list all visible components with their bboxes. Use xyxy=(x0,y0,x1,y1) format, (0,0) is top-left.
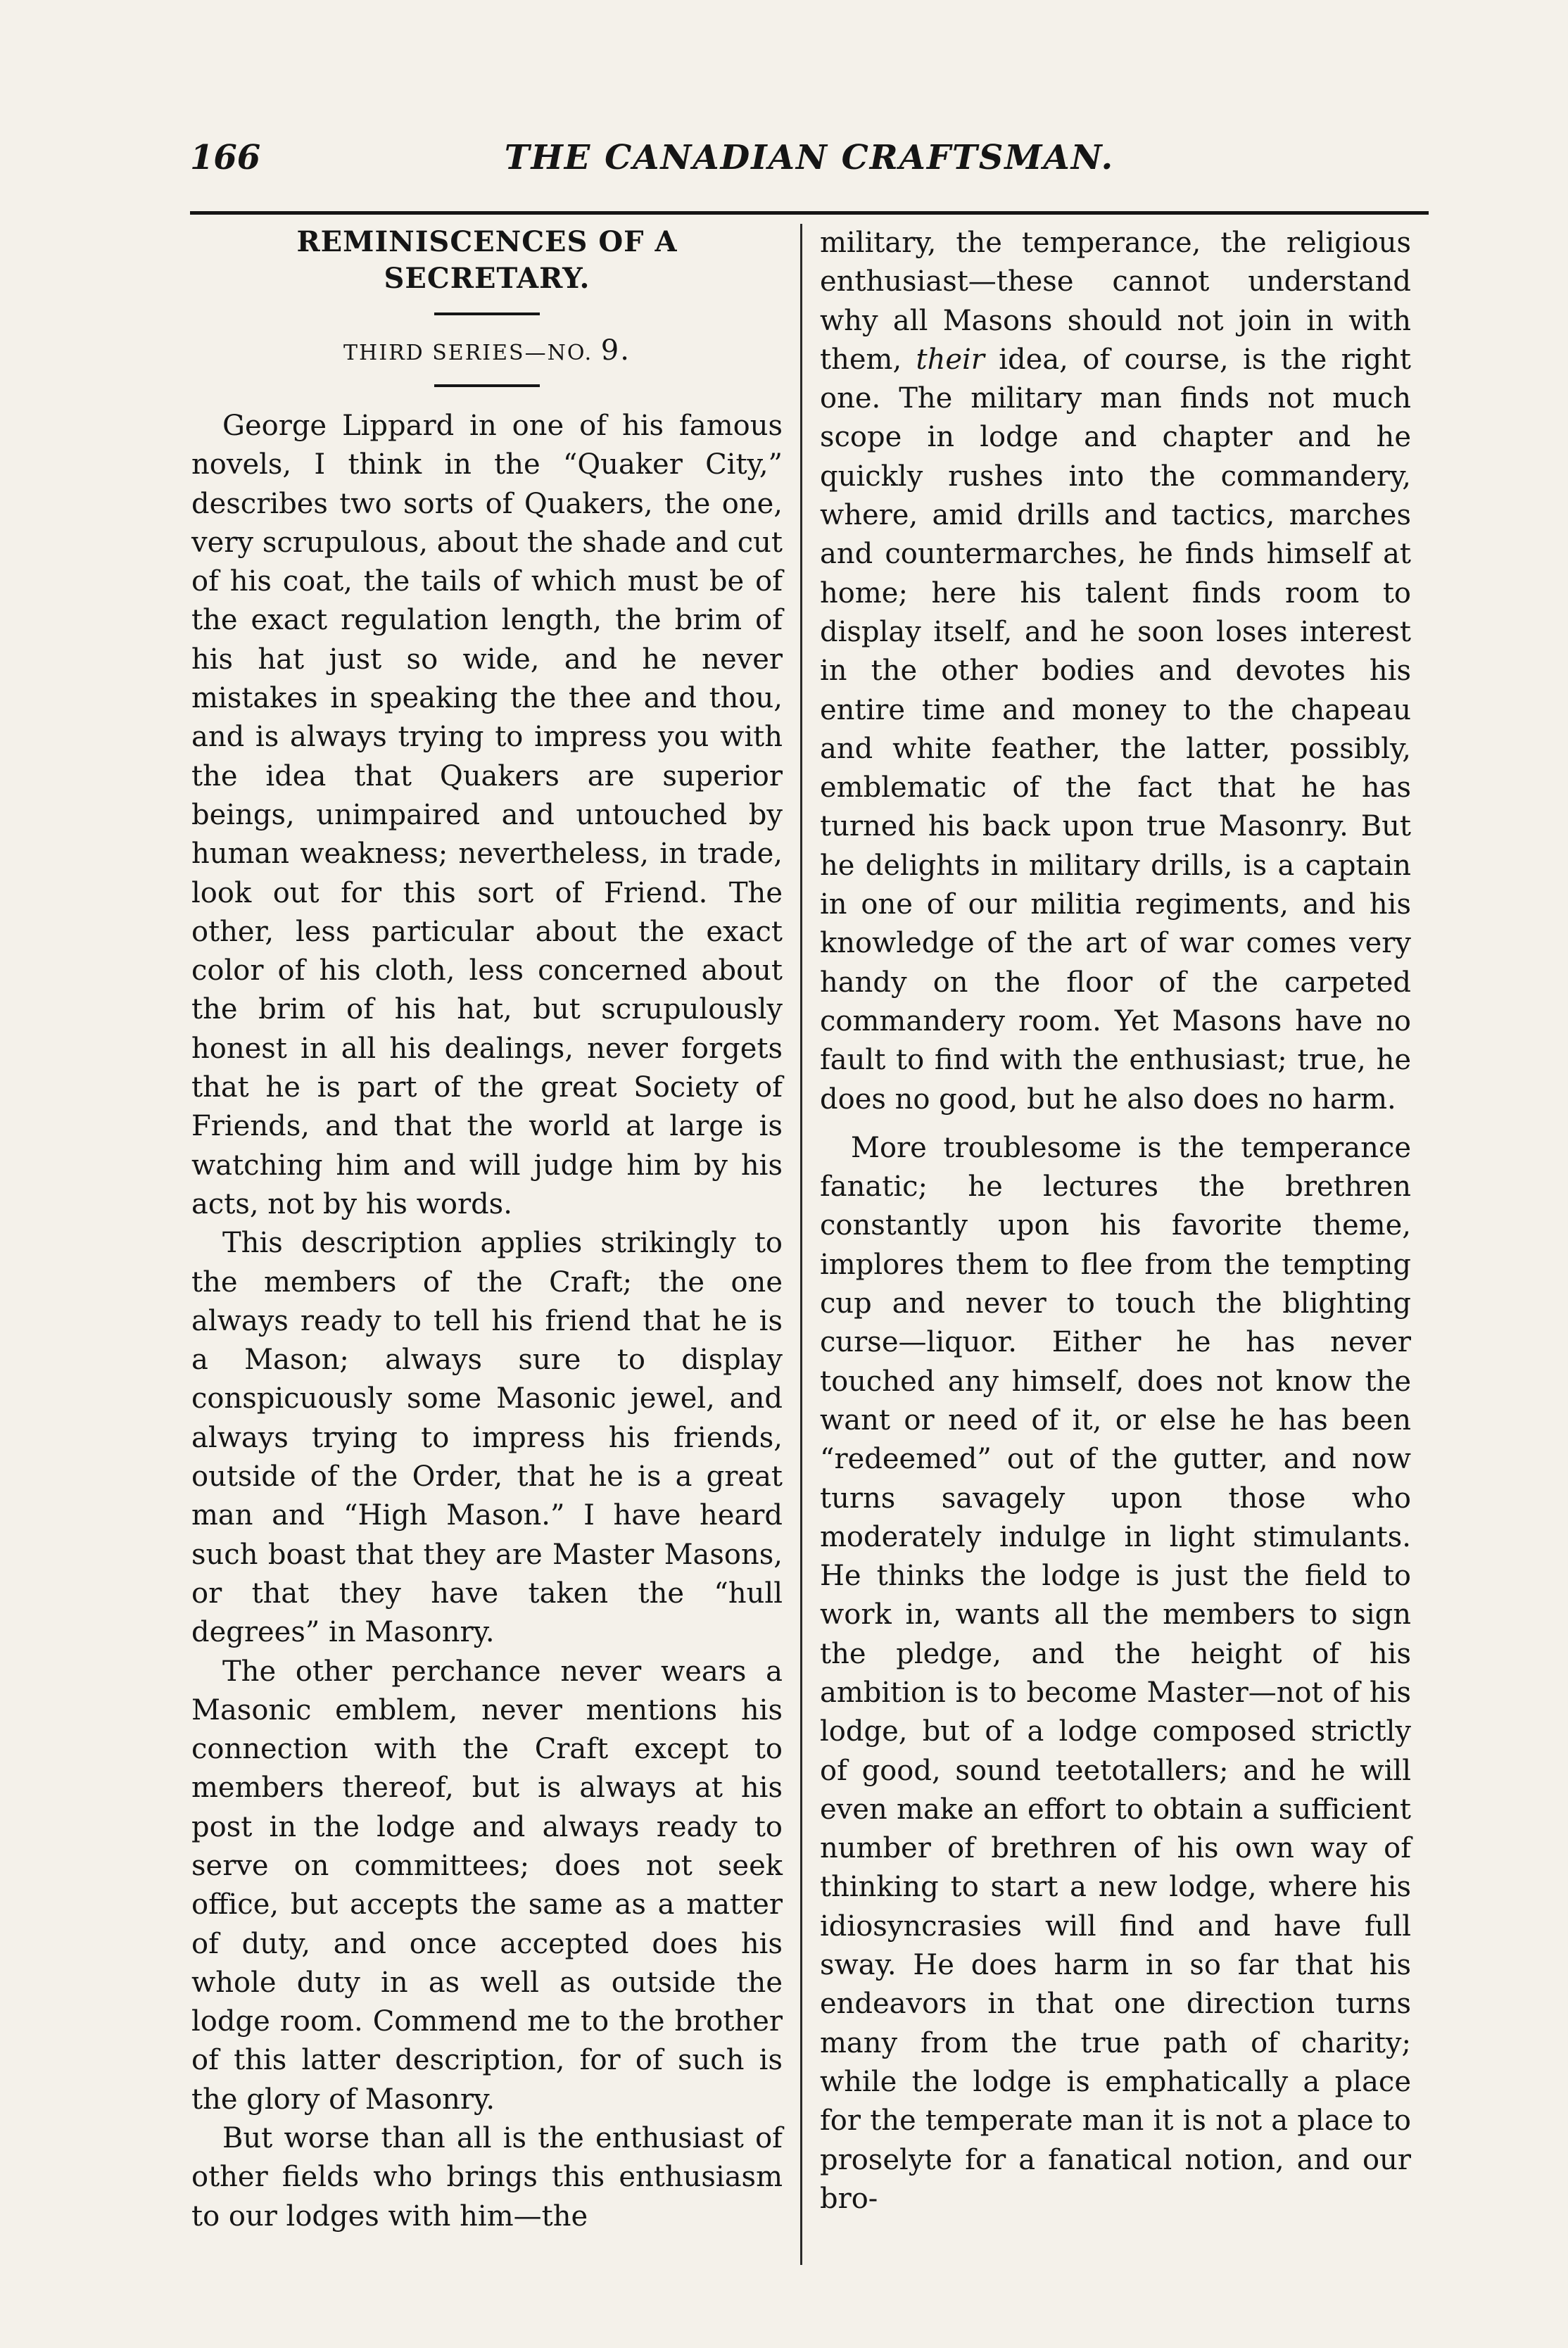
paragraph-2: This description applies strikingly to the members of the Craft; the one always ready to tell his friend that he is a Mason; always sure to display conspicuously some Masonic jewel, and always trying to impress his friends, outside of the Order, that he is a great man and “High Mason.” I have heard such boast that they are Master Masons, or that they have taken the “hull degrees” in Masonry. xyxy=(191,1227,783,1649)
header-rule xyxy=(190,211,1429,215)
series-label xyxy=(191,335,783,369)
right-column xyxy=(820,224,1411,2218)
paragraph-6: More troublesome is the temperance fanatic; he lectures the brethren constantly upon his favorite theme, implores them to flee from the tempting cup and never to touch the blighting curse—liquor. Either he has never touched any himself, does not know the want or need of it, or else he has been “redeemed” out of the gutter, and now turns savagely upon those who moderately indulge in light stimulants. He thinks the lodge is just the field to work in, wants all the members to sign the pledge, and the height of his ambition is to become Master—not of his lodge, but of a lodge composed strictly of good, sound teetotallers; and he will even make an effort to obtain a sufficient number of brethren of his own way of thinking to start a new lodge, where his idiosyncrasies will find and have full sway. He does harm in so far that his endeavors in that one direction turns many from the true path of charity; while the lodge is emphatically a place for the temperate man it is not a place to proselyte for a fanatical notion, and our bro- xyxy=(820,1131,1411,2215)
left-column xyxy=(191,224,783,2236)
paragraph-4: But worse than all is the enthusiast of other fields who brings this enthusiasm to our lodges with him—the xyxy=(191,2122,783,2233)
paragraph-gap xyxy=(820,1119,1411,1129)
paragraph-5-part-a: military, the temperance, the religious enthusiast—these cannot understand why all Masons should not join in with them, xyxy=(820,227,1411,376)
page-number: 166 xyxy=(190,138,261,177)
paragraph-1: George Lippard in one of his famous novels, I think in the “Quaker City,” describes two sorts of Quakers, the one, very scrupulous, about the shade and cut of his coat, the tails of which must be of the exact regulation length, the brim of his hat just so wide, and he never mistakes in speaking the thee and thou, and is always trying to impress you with the idea that Quakers are superior beings, unimpaired and untouched by human weakness; nevertheless, in trade, look out for this sort of Friend. The other, less particular about the exact color of his cloth, less concerned about the brim of his hat, but scrupulously honest in all his dealings, never forgets that he is part of the great Society of Friends, and that the world at large is watching him and will judge him by his acts, not by his words. xyxy=(191,410,783,1220)
paragraph-5-part-b: idea, of course, is the right one. The military man finds not much scope in lodge and chapter and he quickly rushes into the commandery, where, amid drills and tactics, marches and countermarches, he finds himself at home; here his talent finds room to display itself, and he soon loses interest in the other bodies and devotes his entire time and money to the chapeau and white feather, the latter, possibly, emblematic of the fact that he has turned his back upon true Masonry. But he delights in military drills, is a captain in one of our militia regiments, and his knowledge of the art of war comes very handy on the floor of the carpeted commandery room. Yet Masons have no fault to find with the enthusiast; true, he does no good, but he also does no harm. xyxy=(820,343,1411,1116)
column-divider xyxy=(800,224,802,2265)
series-number: 9. xyxy=(600,334,631,367)
article-title: REMINISCENCES OF A SECRETARY. xyxy=(296,225,678,295)
series-text: THIRD SERIES—NO. xyxy=(343,341,593,365)
series-rule xyxy=(434,384,540,387)
paragraph-3: The other perchance never wears a Masonic emblem, never mentions his connection with the Craft except to members thereof, but is always at his post in the lodge and always ready to serve on committees; does not seek office, but accepts the same as a matter of duty, and once accepted does his whole duty in as well as outside the lodge room. Commend me to the brother of this latter description, for of such is the glory of Masonry. xyxy=(191,1655,783,2116)
running-title: THE CANADIAN CRAFTSMAN. xyxy=(504,138,1115,177)
paragraph-5 xyxy=(820,224,1411,1119)
page-header xyxy=(190,138,1429,187)
title-rule xyxy=(434,313,540,315)
paragraph-5-emphasis: their xyxy=(916,343,985,376)
